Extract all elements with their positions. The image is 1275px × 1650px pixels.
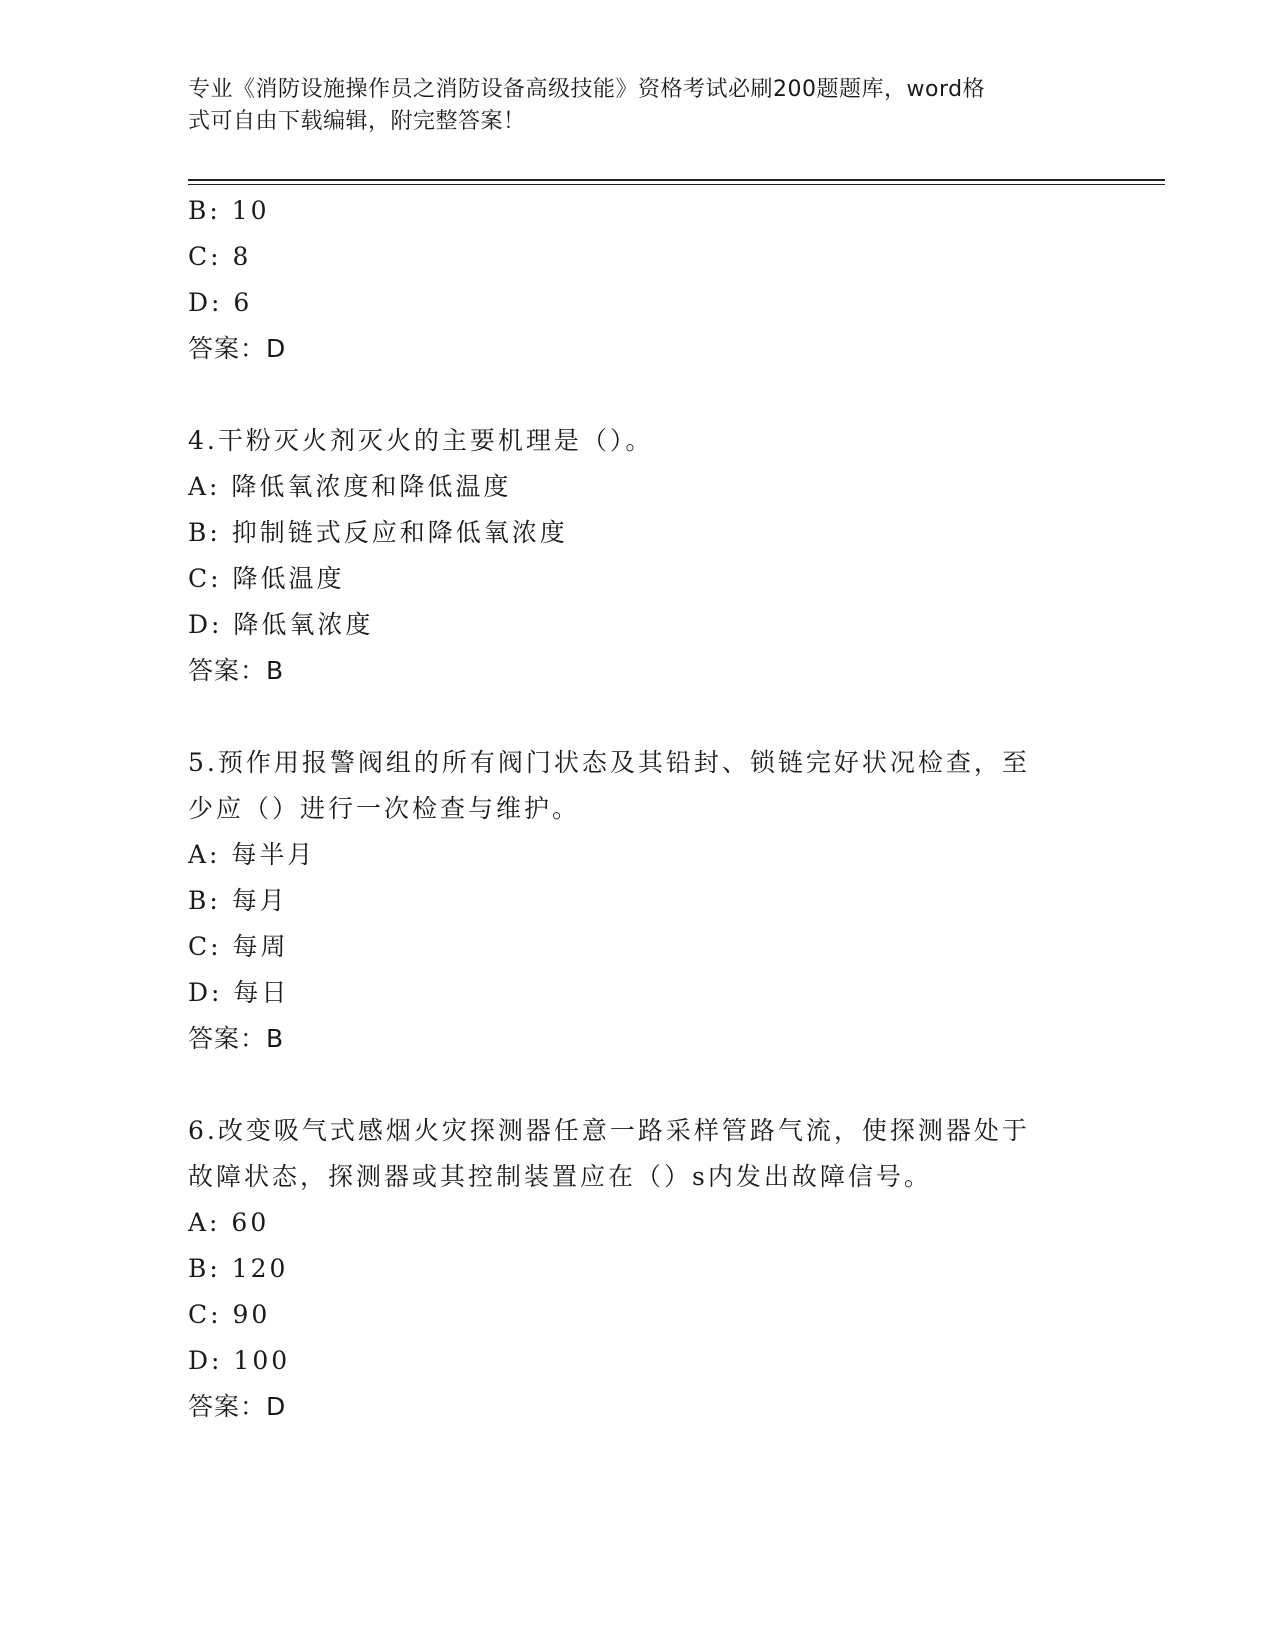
spacer bbox=[188, 694, 1078, 740]
option-a: A: 降低氧浓度和降低温度 bbox=[188, 472, 512, 501]
header-divider-thin bbox=[188, 184, 1165, 185]
option-b: B: 每月 bbox=[188, 886, 288, 915]
option-b: B: 10 bbox=[188, 196, 270, 225]
answer: 答案：D bbox=[188, 334, 287, 363]
option-b: B: 抑制链式反应和降低氧浓度 bbox=[188, 518, 568, 547]
question-6 bbox=[188, 1108, 1078, 1430]
option-b: B: 120 bbox=[188, 1254, 289, 1283]
question-stem-line-1: 6.改变吸气式感烟火灾探测器任意一路采样管路气流，使探测器处于 bbox=[188, 1116, 1030, 1145]
question-3 bbox=[188, 188, 1078, 372]
question-list bbox=[188, 188, 1078, 1430]
option-a: A: 60 bbox=[188, 1208, 270, 1237]
option-c: C: 90 bbox=[188, 1300, 271, 1329]
header-line-1: 专业《消防设施操作员之消防设备高级技能》资格考试必刷200题题库，word格 bbox=[188, 77, 986, 102]
question-5 bbox=[188, 740, 1078, 1062]
option-c: C: 8 bbox=[188, 242, 252, 271]
spacer bbox=[188, 372, 1078, 418]
answer: 答案：D bbox=[188, 1392, 287, 1421]
answer: 答案：B bbox=[188, 656, 285, 685]
spacer bbox=[188, 1062, 1078, 1108]
header-line-2: 式可自由下载编辑，附完整答案！ bbox=[188, 109, 526, 134]
option-d: D: 100 bbox=[188, 1346, 291, 1375]
header-divider-thick bbox=[188, 179, 1165, 181]
question-stem-line-1: 5.预作用报警阀组的所有阀门状态及其铅封、锁链完好状况检查，至 bbox=[188, 748, 1030, 777]
option-c: C: 降低温度 bbox=[188, 564, 345, 593]
option-c: C: 每周 bbox=[188, 932, 289, 961]
question-4 bbox=[188, 418, 1078, 694]
question-stem-line-2: 少应（）进行一次检查与维护。 bbox=[188, 794, 581, 823]
document-header bbox=[188, 74, 1068, 138]
option-d: D: 每日 bbox=[188, 978, 290, 1007]
question-stem: 4.干粉灭火剂灭火的主要机理是（）。 bbox=[188, 426, 654, 455]
answer: 答案：B bbox=[188, 1024, 285, 1053]
option-d: D: 6 bbox=[188, 288, 253, 317]
question-stem-line-2: 故障状态，探测器或其控制装置应在（）s内发出故障信号。 bbox=[188, 1162, 932, 1191]
option-d: D: 降低氧浓度 bbox=[188, 610, 374, 639]
option-a: A: 每半月 bbox=[188, 840, 316, 869]
